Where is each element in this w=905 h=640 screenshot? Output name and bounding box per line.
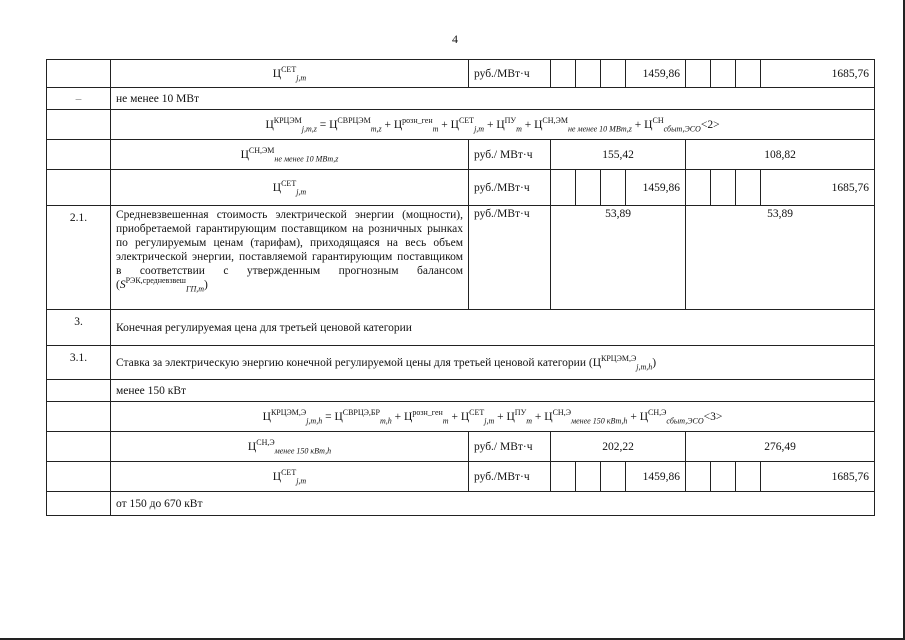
section-label: Конечная регулируемая цена для третьей ценовой категории — [111, 310, 875, 346]
table-row — [47, 140, 875, 170]
table-row — [47, 346, 875, 380]
symbol-cell: $Ц^{СЕТ}_{j,m}$ — [111, 60, 469, 88]
table-row — [47, 462, 875, 492]
table-row — [47, 206, 875, 310]
empty-cell — [601, 462, 626, 492]
empty-cell — [711, 462, 736, 492]
symbol-cell: $Ц^{СН,ЭМ}_{не менее 10 МВт,z}$ — [111, 140, 469, 170]
table-row — [47, 310, 875, 346]
section-label: не менее 10 МВт — [111, 88, 875, 110]
empty-cell — [686, 60, 711, 88]
value-cell: 276,49 — [686, 432, 875, 462]
value-cell: 108,82 — [686, 140, 875, 170]
row-number-cell — [47, 432, 111, 462]
formula-cell: $Ц^{КРЦЭМ}_{j,m,z} = Ц^{СВРЦЭМ}_{m,z} + Ц^{розн\_ген}_m + Ц^{СЕТ}_{j,m} + Ц^{ПУ}_m + Ц^{СН,ЭМ}_{не менее 10 МВт,z} + Ц^{СН}_{сбыт,ЭСО}<2>$ — [111, 110, 875, 140]
empty-cell — [576, 170, 601, 206]
empty-cell — [576, 462, 601, 492]
row-number-cell — [47, 140, 111, 170]
page-number: 4 — [452, 32, 458, 46]
value-cell: 1685,76 — [761, 60, 875, 88]
row-number-cell — [47, 492, 111, 516]
value-cell: 155,42 — [551, 140, 686, 170]
table-row — [47, 110, 875, 140]
section-label: менее 150 кВт — [111, 380, 875, 402]
row-number-cell: 3.1. — [47, 346, 111, 380]
table-row — [47, 432, 875, 462]
row-number-cell — [47, 60, 111, 88]
empty-cell — [736, 170, 761, 206]
footnote-ref: <2> — [700, 118, 720, 131]
row-number-cell: – — [47, 88, 111, 110]
unit-cell: руб./МВт·ч — [469, 462, 551, 492]
unit-cell: руб./МВт·ч — [469, 170, 551, 206]
footnote-ref: <3> — [703, 410, 723, 423]
empty-cell — [551, 60, 576, 88]
empty-cell — [686, 170, 711, 206]
empty-cell — [711, 60, 736, 88]
empty-cell — [576, 60, 601, 88]
value-cell: 1459,86 — [626, 170, 686, 206]
table-row — [47, 380, 875, 402]
value-cell: 202,22 — [551, 432, 686, 462]
formula-cell: $Ц^{КРЦЭМ,Э}_{j,m,h} = Ц^{СВРЦЭ,БР}_{m,h} + Ц^{розн\_ген}_m + Ц^{СЕТ}_{j,m} + Ц^{ПУ}_m + Ц^{СН,Э}_{менее 150 кВт,h} + Ц^{СН,Э}_{сбыт,ЭСО}<3>$ — [111, 402, 875, 432]
row-number-cell: 3. — [47, 310, 111, 346]
empty-cell — [551, 462, 576, 492]
table-row — [47, 170, 875, 206]
row-number-cell — [47, 170, 111, 206]
value-cell: 1459,86 — [626, 60, 686, 88]
unit-cell: руб./ МВт·ч — [469, 140, 551, 170]
row-number-cell — [47, 380, 111, 402]
value-cell: 53,89 — [551, 206, 686, 310]
empty-cell — [736, 462, 761, 492]
symbol-cell: $Ц^{СН,Э}_{менее 150 кВт,h}$ — [111, 432, 469, 462]
empty-cell — [686, 462, 711, 492]
row-number-cell — [47, 462, 111, 492]
unit-cell: руб./МВт·ч — [469, 60, 551, 88]
section-label: Ставка за электрическую энергию конечной регулируемой цены для третьей ценовой категории $(Ц^{КРЦЭМ,Э}_{j,m,h})$ — [111, 346, 875, 380]
value-cell: 53,89 — [686, 206, 875, 310]
table-row — [47, 402, 875, 432]
tariff-table — [46, 59, 875, 516]
empty-cell — [736, 60, 761, 88]
row-number-cell — [47, 110, 111, 140]
row-number-cell — [47, 402, 111, 432]
value-cell: 1459,86 — [626, 462, 686, 492]
empty-cell — [551, 170, 576, 206]
table-row — [47, 88, 875, 110]
empty-cell — [601, 60, 626, 88]
description-cell: Средневзвешенная стоимость электрической энергии (мощности), приобретаемой гарантирующим поставщиком на розничных рынках по регулируемым ценам (тарифам), приходящаяся на весь объем электрической энергии, поставляемой гарантирующим поставщиком в соответствии с утвержденным прогнозным балансом $(S^{РЭК,средневзвеш}_{ГП,m})$ — [111, 206, 469, 310]
value-cell: 1685,76 — [761, 170, 875, 206]
section-label: от 150 до 670 кВт — [111, 492, 875, 516]
empty-cell — [711, 170, 736, 206]
value-cell: 1685,76 — [761, 462, 875, 492]
table-row — [47, 492, 875, 516]
symbol-cell: $Ц^{СЕТ}_{j,m}$ — [111, 462, 469, 492]
row-number-cell: 2.1. — [47, 206, 111, 310]
symbol-cell: $Ц^{СЕТ}_{j,m}$ — [111, 170, 469, 206]
table-row — [47, 60, 875, 88]
empty-cell — [601, 170, 626, 206]
unit-cell: руб./МВт·ч — [469, 206, 551, 310]
unit-cell: руб./ МВт·ч — [469, 432, 551, 462]
